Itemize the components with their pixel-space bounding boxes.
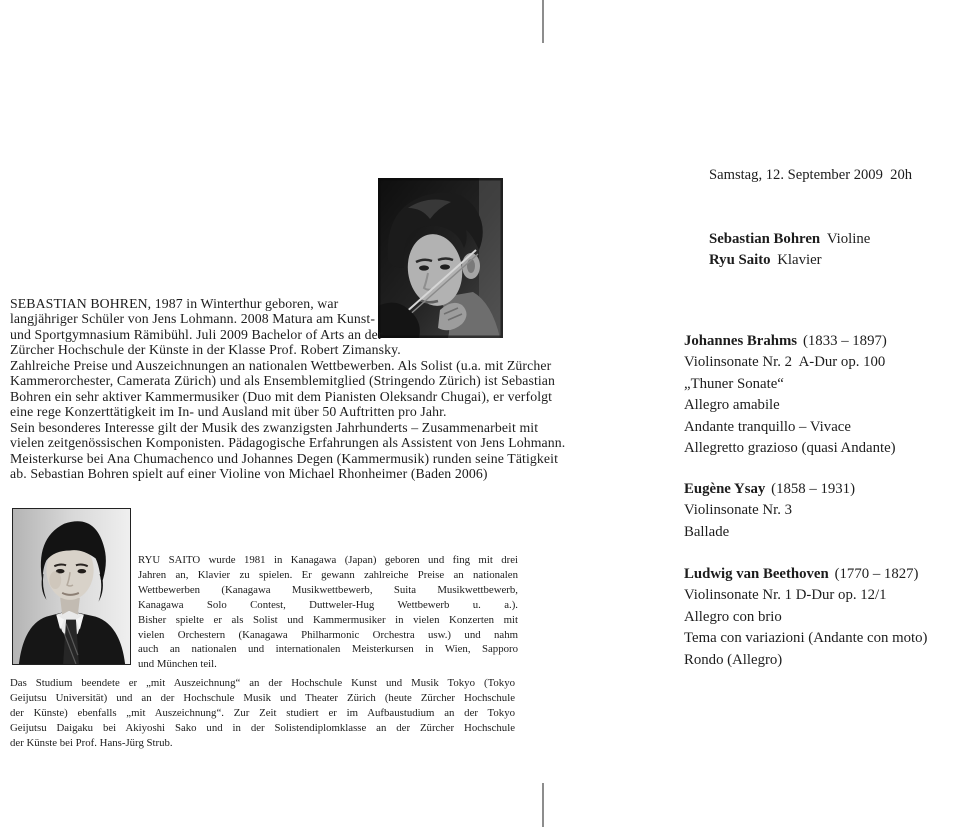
work-brahms: [684, 331, 896, 459]
work-movements: Violinsonate Nr. 2 A-Dur op. 100 „Thuner Sonate“ Allegro amabile Andante tranquillo – Vivace Allegretto grazioso (quasi Andante): [684, 354, 896, 457]
saito-portrait-graphic: [13, 509, 130, 664]
performer-row: [709, 250, 870, 271]
composer-line: [684, 479, 855, 500]
performer-name: Sebastian Bohren: [709, 231, 821, 247]
saito-biography-continued: Das Studium beendete er „mit Auszeichnung“ an der Hochschule Kunst und Musik Tokyo (Tokyo Geijutsu Universität) und an der Hochschule Musik und Theater Zürich (heute Zürcher Hochschule der Künste) ebenfalls „mit Auszeichnung“. Zur Zeit studiert er im Aufbaustudium an der Tokyo Geijutsu Daigaku bei Akiyoshi Sako und in der Solistendiplomklasse an der Zürcher Hochschule der Künste bei Prof. Hans-Jürg Strub.: [10, 677, 515, 749]
performer-name: Ryu Saito: [709, 252, 771, 269]
saito-biography: RYU SAITO wurde 1981 in Kanagawa (Japan) geboren und fing mit drei Jahren an, Klavier zu spielen. Er gewann zahlreiche Preise an nationalen Wettbewerben (Kanagawa Musikwettbewerb, Suita Musikwettbewerb, Kanagawa Solo Contest, Duttweler-Hug Wettbewerb u. a.). Bisher spielte er als Solist und Kammermusiker in vielen Konzerten mit vielen Orchestern (Kanagawa Philharmonic Orchestra usw.) und nahm auch an nationalen und internationalen Meisterkursen in Wien, Sapporo und München teil.: [138, 554, 518, 671]
composer-dates: (1858 – 1931): [771, 481, 856, 497]
page-fold-line-bottom: [542, 783, 544, 827]
ryu-saito-photo: [12, 508, 131, 665]
performer-instrument: Violine: [826, 231, 871, 247]
composer-name: Eugène Ysay: [684, 481, 766, 497]
composer-name: Ludwig van Beethoven: [684, 566, 829, 582]
composer-name: Johannes Brahms: [684, 333, 798, 349]
bohren-biography: SEBASTIAN BOHREN, 1987 in Winterthur geboren, war langjähriger Schüler von Jens Lohmann. 2008 Matura am Kunst- und Sportgymnasium Rämibühl. Juli 2009 Bachelor of Arts an der Zürcher Hochschule der Künste in der Klasse Prof. Robert Zimansky. Zahlreiche Preise und Auszeichnungen an nationalen Wettbewerben. Als Solist (u.a. mit Zürcher Kammerorchester, Camerata Zürich) und als Ensemblemitglied (Stringendo Zürich) ist Sebastian Bohren ein sehr aktiver Kammermusiker (Duo mit dem Pianisten Oleksandr Chugai), er verfolgt eine rege Konzerttätigkeit im In- und Ausland mit über 50 Auftritten pro Jahr. Sein besonderes Interesse gilt der Musik des zwanzigsten Jahrhunderts – Zusammenarbeit mit vielen zeitgenössischen Komponisten. Pädagogische Erfahrungen als Assistent von Jens Lohmann. Meisterkurse bei Ana Chumachenco und Johannes Degen (Kammermusik) runden seine Tätigkeit ab. Sebastian Bohren spielt auf einer Violine von Michael Rhonheimer (Baden 2006): [10, 296, 566, 481]
work-movements: Violinsonate Nr. 3 Ballade: [684, 502, 793, 540]
performer-row: [709, 229, 870, 250]
performers-list: [709, 229, 870, 271]
page-fold-line-top: [542, 0, 544, 43]
composer-line: [684, 564, 927, 585]
work-ysay: [684, 479, 855, 543]
composer-dates: (1770 – 1827): [834, 566, 919, 582]
work-movements: Violinsonate Nr. 1 D-Dur op. 12/1 Allegro con brio Tema con variazioni (Andante con moto) Rondo (Allegro): [684, 587, 928, 668]
performer-instrument: Klavier: [777, 252, 822, 269]
work-beethoven: [684, 564, 927, 671]
composer-line: [684, 331, 896, 352]
composer-dates: (1833 – 1897): [802, 333, 887, 349]
concert-date: Samstag, 12. September 2009 20h: [709, 167, 913, 183]
